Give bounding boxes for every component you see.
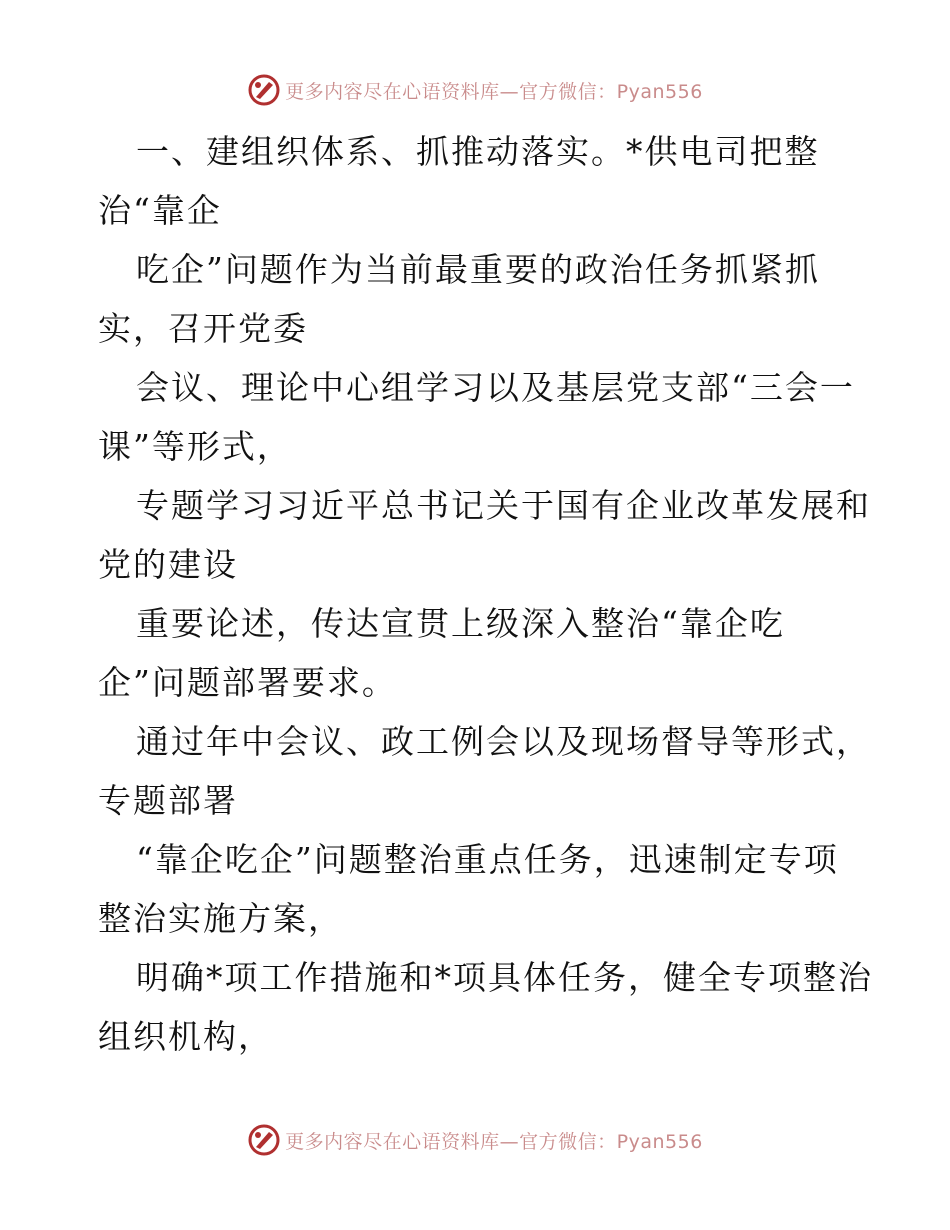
paragraph-line: 企”问题部署要求。 bbox=[98, 663, 397, 702]
paragraph-line: 整治实施方案， bbox=[98, 899, 343, 938]
paragraph-line: 课”等形式， bbox=[98, 427, 292, 466]
paragraph-line: 通过年中会议、政工例会以及现场督导等形式， bbox=[136, 722, 871, 761]
logo-seal-icon bbox=[247, 73, 281, 107]
paragraph-line: 专题学习习近平总书记关于国有企业改革发展和 bbox=[136, 486, 871, 525]
footer-banner bbox=[0, 1120, 950, 1160]
header-banner bbox=[0, 70, 950, 110]
document-body bbox=[98, 122, 873, 1066]
paragraph-line: 吃企”问题作为当前最重要的政治任务抓紧抓 bbox=[136, 250, 820, 289]
paragraph-line: 专题部署 bbox=[98, 781, 238, 820]
paragraph-line: “靠企吃企”问题整治重点任务，迅速制定专项 bbox=[136, 840, 839, 879]
paragraph-line: 党的建设 bbox=[98, 545, 238, 584]
logo-seal-icon bbox=[247, 1123, 281, 1157]
paragraph-line: 会议、理论中心组学习以及基层党支部“三会一 bbox=[136, 368, 855, 407]
header-banner-text: 更多内容尽在心语资料库—官方微信：Pyan556 bbox=[285, 80, 703, 103]
paragraph-line: 明确*项工作措施和*项具体任务，健全专项整治 bbox=[136, 958, 873, 997]
paragraph-line: 治“靠企 bbox=[98, 191, 222, 230]
paragraph-line: 重要论述，传达宣贯上级深入整治“靠企吃 bbox=[136, 604, 785, 643]
footer-banner-text: 更多内容尽在心语资料库—官方微信：Pyan556 bbox=[285, 1130, 703, 1153]
paragraph-line: 实，召开党委 bbox=[98, 309, 308, 348]
paragraph-line: 一、建组织体系、抓推动落实。*供电司把整 bbox=[136, 132, 820, 171]
paragraph-line: 组织机构， bbox=[98, 1017, 273, 1056]
